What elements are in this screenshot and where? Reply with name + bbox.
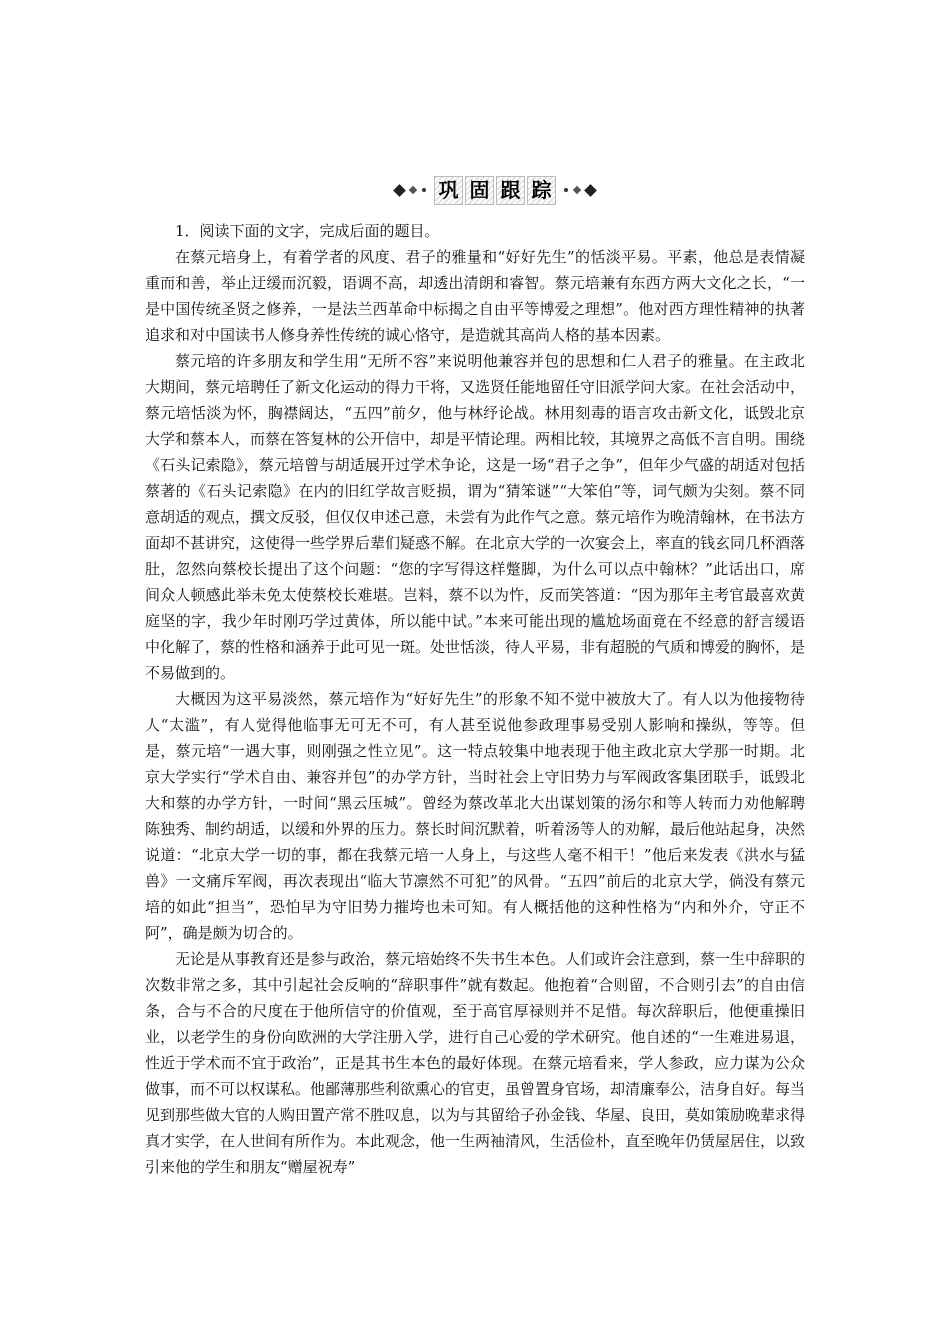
paragraph: 在蔡元培身上，有着学者的风度、君子的雅量和“好好先生”的恬淡平易。平素，他总是表情凝重而和善，举止迂缓而沉毅，语调不高，却透出清朗和睿智。蔡元培兼有东西方两大文化之长，“一是中国传统圣贤之修养，一是法兰西革命中标揭之自由平等博爱之理想”。他对西方理性精神的执著追求和对中国读书人修身养性传统的诚心恪守，是造就其高尚人格的基本因素。 xyxy=(145,248,805,344)
dot-icon xyxy=(564,188,568,192)
section-title-char: 踪 xyxy=(527,176,556,205)
document-page xyxy=(145,170,805,1180)
section-title-char: 跟 xyxy=(496,176,525,205)
diamond-icon xyxy=(584,184,597,197)
diamond-icon xyxy=(409,186,417,194)
diamond-icon xyxy=(393,184,406,197)
paragraph: 大概因为这平易淡然，蔡元培作为“好好先生”的形象不知不觉中被放大了。有人以为他接物待人“太滥”，有人觉得他临事无可无不可，有人甚至说他参政理事易受别人影响和操纵，等等。但是，蔡元培“一遇大事，则刚强之性立见”。这一特点较集中地表现于他主政北京大学那一时期。北京大学实行“学术自由、兼容并包”的办学方针，当时社会上守旧势力与军阀政客集团联手，诋毁北大和蔡的办学方针，一时间“黑云压城”。曾经为蔡改革北大出谋划策的汤尔和等人转而力劝他解聘陈独秀、制约胡适，以缓和外界的压力。蔡长时间沉默着，听着汤等人的劝解，最后他站起身，决然说道：“北京大学一切的事，都在我蔡元培一人身上，与这些人毫不相干！”他后来发表《洪水与猛兽》一文痛斥军阀，再次表现出“临大节凛然不可犯”的风骨。“五四”前后的北京大学，倘没有蔡元培的如此“担当”，恐怕早为守旧势力摧垮也未可知。有人概括他的这种性格为“内和外介，守正不阿”，确是颇为切合的。 xyxy=(145,690,806,942)
section-title-char: 巩 xyxy=(434,176,463,205)
paragraph: 蔡元培的许多朋友和学生用“无所不容”来说明他兼容并包的思想和仁人君子的雅量。在主政北大期间，蔡元培聘任了新文化运动的得力干将，又选贤任能地留任守旧派学问大家。在社会活动中，蔡元培恬淡为怀，胸襟阔达，“五四”前夕，他与林纾论战。林用刻毒的语言攻击新文化，诋毁北京大学和蔡本人，而蔡在答复林的公开信中，却是平情论理。两相比较，其境界之高低不言自明。围绕《石头记索隐》，蔡元培曾与胡适展开过学术争论，这是一场“君子之争”，但年少气盛的胡适对包括蔡著的《石头记索隐》在内的旧红学故言贬损，谓为“猜笨谜”“大笨伯”等，词气颇为尖刻。蔡不同意胡适的观点，撰文反驳，但仅仅申述己意，未尝有为此作气之意。蔡元培作为晚清翰林，在书法方面却不甚讲究，这使得一些学界后辈们疑惑不解。在北京大学的一次宴会上，率直的钱玄同几杯酒落肚，忽然向蔡校长提出了这个问题：“您的字写得这样蹩脚，为什么可以点中翰林？”此话出口，席间众人顿感此举未免太使蔡校长难堪。岂料，蔡不以为忤，反而笑答道：“因为那年主考官最喜欢黄庭坚的字，我少年时刚巧学过黄体，所以能中试。”本来可能出现的尴尬场面竟在不经意的舒言缓语中化解了，蔡的性格和涵养于此可见一斑。处世恬淡，待人平易，非有超脱的气质和博爱的胸怀，是不易做到的。 xyxy=(145,352,806,682)
section-title-char: 固 xyxy=(465,176,494,205)
dot-icon xyxy=(422,188,426,192)
diamond-icon xyxy=(573,186,581,194)
section-banner xyxy=(185,170,805,210)
reading-passage xyxy=(145,218,805,1180)
section-title xyxy=(432,176,558,205)
question-label: 1．阅读下面的文字，完成后面的题目。 xyxy=(175,222,440,240)
paragraph: 无论是从事教育还是参与政治，蔡元培始终不失书生本色。人们或许会注意到，蔡一生中辞职的次数非常之多，其中引起社会反响的“辞职事件”就有数起。他抱着“合则留，不合则引去”的自由信条，合与不合的尺度在于他所信守的价值观，至于高官厚禄则并不足惜。每次辞职后，他便重操旧业，以老学生的身份向欧洲的大学注册入学，进行自己心爱的学术研究。他自述的“一生难进易退，性近于学术而不宜于政治”，正是其书生本色的最好体现。在蔡元培看来，学人参政，应力谋为公众做事，而不可以权谋私。他鄙薄那些利欲熏心的官吏，虽曾置身官场，却清廉奉公，洁身自好。每当见到那些做大官的人购田置产常不胜叹息，以为与其留给子孙金钱、华屋、良田，莫如策励晚辈求得真才实学，在人世间有所作为。本此观念，他一生两袖清风，生活俭朴，直至晚年仍赁屋居住，以致引来他的学生和朋友“赠屋祝寿” xyxy=(145,950,806,1176)
